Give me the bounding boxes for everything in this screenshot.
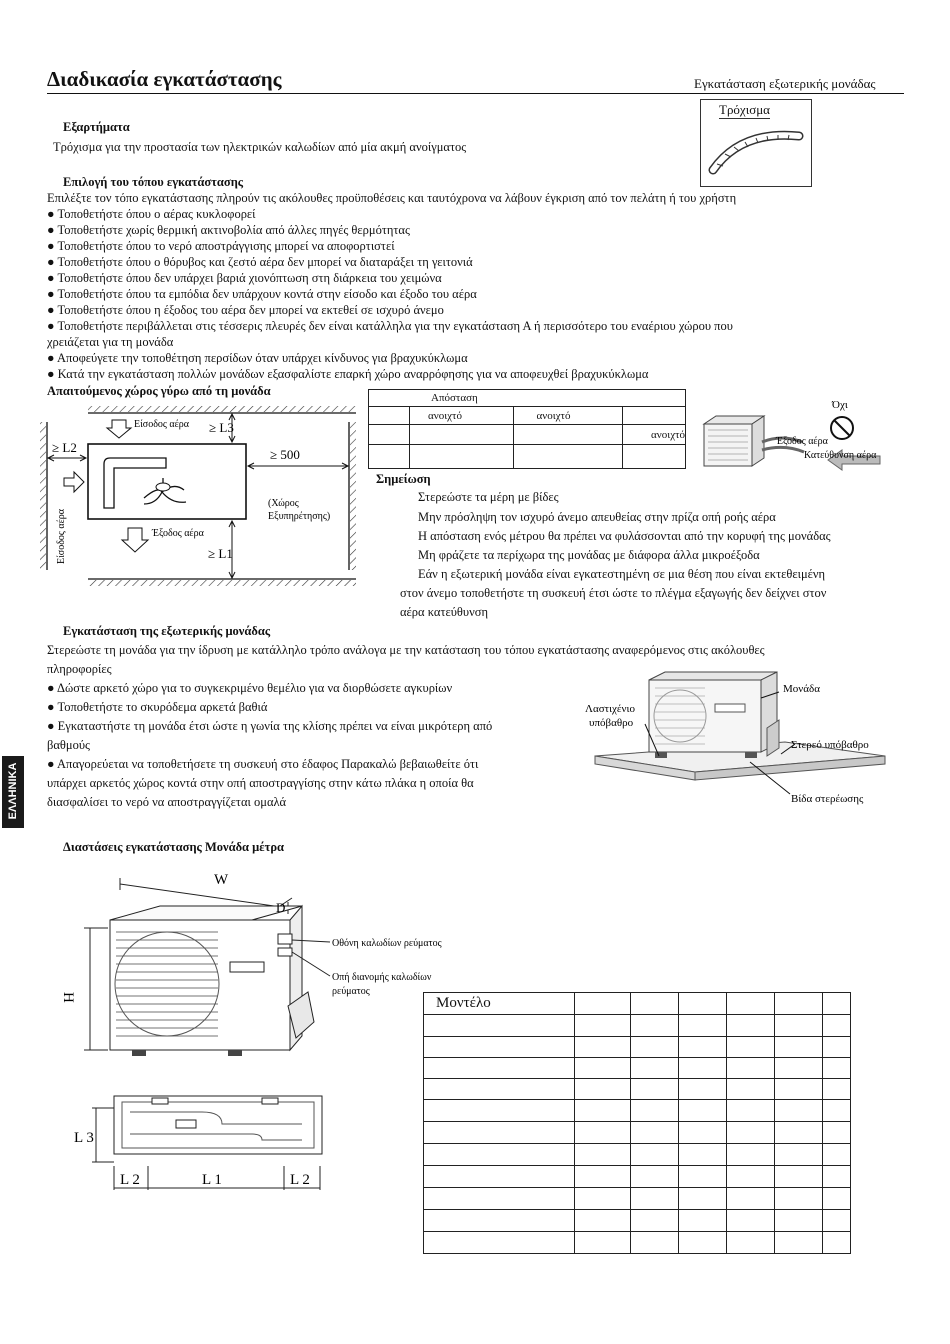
table-row bbox=[424, 1058, 851, 1079]
list-item: ● Τοποθετήστε περιβάλλεται στις τέσσερις πλευρές δεν είναι κατάλληλα για την εγκατάσταση Α ή περισσότερο του εναέριου χώρου που bbox=[47, 319, 733, 333]
table-row bbox=[424, 1188, 851, 1210]
unit-dimensions-drawing bbox=[52, 862, 442, 1192]
list-item: ● Τοποθετήστε όπου το νερό αποστράγγισης μπορεί να αποφορτιστεί bbox=[47, 239, 395, 253]
table-cell: ανοιχτό bbox=[623, 425, 686, 445]
site-intro: Επιλέξτε τον τόπο εγκατάστασης πληρούν τις ακόλουθες προϋποθέσεις και ταυτόχρονα να λάβουν έγκριση από τον πελάτη ή του χρήστη bbox=[47, 191, 737, 205]
edging-image bbox=[700, 99, 812, 187]
d500-label: ≥ 500 bbox=[270, 447, 300, 462]
table-row bbox=[424, 1232, 851, 1254]
l3-label: ≥ L3 bbox=[209, 420, 234, 435]
note-line: Η απόσταση ενός μέτρου θα πρέπει να φυλάσσονται από την κορυφή της μονάδας bbox=[418, 529, 831, 543]
section-title: Εγκατάσταση εξωτερικής μονάδας bbox=[694, 76, 876, 91]
h-label: H bbox=[60, 992, 76, 1003]
page-title: Διαδικασία εγκατάστασης bbox=[47, 67, 282, 91]
dimensions-heading: Διαστάσεις εγκατάστασης Μονάδα μέτρα bbox=[63, 840, 285, 854]
outdoor-heading: Εγκατάσταση της εξωτερικής μονάδας bbox=[63, 624, 271, 638]
clearance-diagram bbox=[36, 402, 366, 594]
table-row bbox=[424, 1015, 851, 1037]
unit-on-base-illustration bbox=[585, 668, 895, 810]
display-label: Οθόνη καλωδίων ρεύματος bbox=[332, 938, 442, 949]
list-item: ● Εγκαταστήστε τη μονάδα έτσι ώστε η γωνία της κλίσης πρέπει να είναι μικρότερη από bbox=[47, 719, 493, 733]
l1-dimension-label: L 1 bbox=[202, 1172, 222, 1188]
note-line: Στερεώστε τα μέρη με βίδες bbox=[418, 490, 559, 504]
list-item: ● Τοποθετήστε το σκυρόδεμα αρκετά βαθιά bbox=[47, 700, 268, 714]
inlet-top-label: Είσοδος αέρα bbox=[134, 419, 190, 430]
rubber-base-label-2: υπόβαθρο bbox=[589, 717, 634, 729]
unit-label: Μονάδα bbox=[783, 683, 820, 695]
list-item: ● Απαγορεύεται να τοποθετήσετε τη συσκευή στο έδαφος Παρακαλώ βεβαιωθείτε ότι bbox=[47, 757, 479, 771]
screw-label: Βίδα στερέωσης bbox=[791, 793, 864, 805]
table-row bbox=[424, 1166, 851, 1188]
language-tab bbox=[2, 756, 24, 828]
header-rule bbox=[47, 93, 904, 94]
list-item: ● Τοποθετήστε όπου δεν υπάρχει βαριά χιονόπτωση στη διάρκεια του χειμώνα bbox=[47, 271, 442, 285]
list-item: ● Τοποθετήστε όπου ο θόρυβος και ζεστό αέρα δεν μπορεί να διαταράξει τη γειτονιά bbox=[47, 255, 473, 269]
distance-table bbox=[368, 389, 686, 469]
edging-label: Τρόχισμα bbox=[719, 102, 770, 117]
l2-right-label: L 2 bbox=[290, 1172, 310, 1188]
outlet-label: Έξοδος αέρα bbox=[152, 528, 204, 539]
no-label: Όχι bbox=[832, 399, 848, 411]
outdoor-intro-2: πληροφορίες bbox=[47, 662, 112, 676]
table-cell bbox=[369, 425, 410, 445]
hole-label-2: ρεύματος bbox=[332, 986, 370, 997]
model-table bbox=[423, 992, 851, 1254]
service-label-1: (Χώρος bbox=[268, 498, 299, 509]
list-item: ● Τοποθετήστε όπου τα εμπόδια δεν υπάρχουν κοντά στην είσοδο και έξοδο του αέρα bbox=[47, 287, 477, 301]
l3-dimension-label: L 3 bbox=[74, 1130, 94, 1146]
list-item: ● Αποφεύγετε την τοποθέτηση περσίδων όταν υπάρχει κίνδυνος για βραχυκύκλωμα bbox=[47, 351, 468, 365]
list-item: υπάρχει αρκετός χώρος κοντά στην οπή αποστραγγίσης στην κάτω πλάκα η οποία θα bbox=[47, 776, 474, 790]
list-item: ● Δώστε αρκετό χώρο για το συγκεκριμένο θεμέλιο για να διορθώσετε αγκυρίων bbox=[47, 681, 453, 695]
table-cell bbox=[369, 407, 410, 425]
rubber-base-label-1: Λαστιχένιο bbox=[585, 703, 635, 715]
note-heading: Σημείωση bbox=[376, 472, 431, 486]
outdoor-intro-1: Στερεώστε τη μονάδα για την ίδρυση με κατάλληλο τρόπο ανάλογα με την κατάσταση του τόπου εγκατάστασης αναφερόμενος στις ακόλουθες bbox=[47, 643, 765, 657]
list-item: διασφαλίσει το νερό να αποστραγγίζεται ομαλά bbox=[47, 795, 287, 809]
l2-label: ≥ L2 bbox=[52, 440, 77, 455]
wind-illustration bbox=[692, 394, 904, 476]
l1-label: ≥ L1 bbox=[208, 546, 233, 561]
l2-left-label: L 2 bbox=[120, 1172, 140, 1188]
table-cell: ανοιχτό bbox=[514, 407, 623, 425]
d-label: D bbox=[276, 900, 286, 915]
table-row bbox=[424, 1144, 851, 1166]
list-item: χρειάζεται για τη μονάδα bbox=[47, 335, 174, 349]
table-row bbox=[424, 1122, 851, 1144]
space-heading: Απαιτούμενος χώρος γύρω από τη μονάδα bbox=[47, 384, 271, 398]
table-cell bbox=[623, 407, 686, 425]
table-cell bbox=[514, 445, 623, 469]
site-heading: Επιλογή του τόπου εγκατάστασης bbox=[63, 175, 244, 189]
list-item: ● Τοποθετήστε χωρίς θερμική ακτινοβολία από άλλες πηγές θερμότητας bbox=[47, 223, 410, 237]
table-cell bbox=[623, 445, 686, 469]
table-row bbox=[424, 1037, 851, 1058]
solid-base-label: Στερεό υπόβαθρο bbox=[791, 739, 869, 751]
note-line: Μη φράζετε τα περίχωρα της μονάδας με διάφορα άλλα μικροέξοδα bbox=[418, 548, 760, 562]
distance-header: Απόσταση bbox=[369, 390, 686, 407]
note-line: στον άνεμο τοποθετήστε τη συσκευή έτσι ώστε το πλέγμα εξαγωγής δεν δείχνει στον bbox=[400, 586, 827, 600]
list-item: βαθμούς bbox=[47, 738, 90, 752]
edging-strip-icon bbox=[701, 100, 811, 186]
model-header: Μοντέλο bbox=[424, 993, 575, 1015]
table-row bbox=[424, 1079, 851, 1100]
language-tab-label: ΕΛΛΗΝΙΚΑ bbox=[7, 762, 19, 820]
service-label-2: Εξυπηρέτησης) bbox=[268, 511, 331, 522]
w-label: W bbox=[214, 872, 229, 888]
inlet-left-label: Είσοδος αέρα bbox=[56, 508, 67, 564]
table-cell: ανοιχτό bbox=[409, 407, 514, 425]
note-line: αέρα κατεύθυνση bbox=[400, 605, 489, 619]
note-line: Μην πρόσληψη τον ισχυρό άνεμο απευθείας στην πρίζα οπή ροής αέρα bbox=[418, 510, 776, 524]
list-item: ● Τοποθετήστε όπου η έξοδος του αέρα δεν μπορεί να εκτεθεί σε ισχυρό άνεμο bbox=[47, 303, 444, 317]
wind-direction-label: Κατεύθυνση αέρα bbox=[804, 450, 877, 461]
table-row bbox=[424, 1210, 851, 1232]
table-row bbox=[424, 1100, 851, 1122]
list-item: ● Τοποθετήστε όπου ο αέρας κυκλοφορεί bbox=[47, 207, 256, 221]
accessories-text: Τρόχισμα για την προστασία των ηλεκτρικών καλωδίων από μία ακμή ανοίγματος bbox=[53, 140, 467, 154]
wind-outlet-label: Έξοδος αέρα bbox=[776, 436, 828, 447]
accessories-heading: Εξαρτήματα bbox=[63, 120, 130, 134]
list-item: ● Κατά την εγκατάσταση πολλών μονάδων εξασφαλίστε επαρκή χώρο αναρρόφησης για να αποφευχθεί βραχυκύκλωμα bbox=[47, 367, 649, 381]
table-cell bbox=[409, 425, 514, 445]
table-cell bbox=[409, 445, 514, 469]
table-cell bbox=[369, 445, 410, 469]
table-cell bbox=[514, 425, 623, 445]
hole-label-1: Οπή διανομής καλωδίων bbox=[332, 972, 432, 983]
note-line: Εάν η εξωτερική μονάδα είναι εγκατεστημένη σε μια θέση που είναι εκτεθειμένη bbox=[418, 567, 826, 581]
